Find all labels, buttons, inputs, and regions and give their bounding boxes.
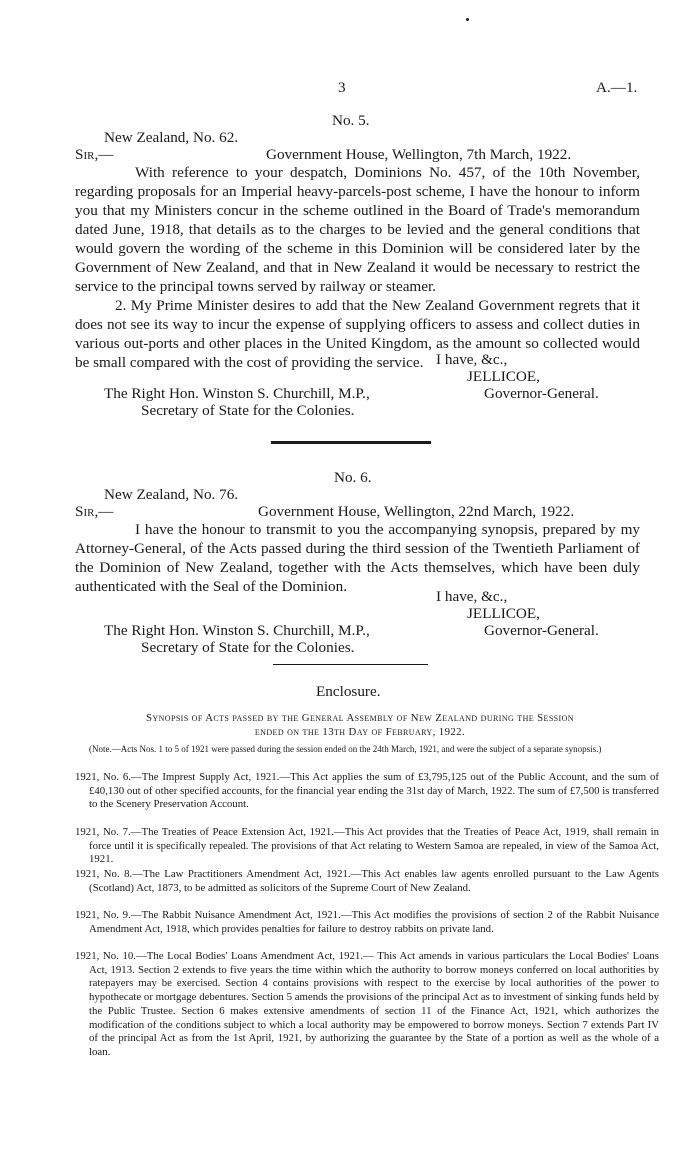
act-entry: 1921, No. 7.—The Treaties of Peace Extension Act, 1921.—This Act provides that the Treaties of Peace Act, 1919, shall remain in force until it is specifically repealed. The provisions of that Act relating to Western Samoa are repealed, in view of the Samoa Act, 1921. [75, 826, 659, 866]
section-divider [271, 441, 431, 444]
addressee-title: Secretary of State for the Colonies. [141, 639, 355, 656]
addressee: The Right Hon. Winston S. Churchill, M.P., [104, 385, 370, 402]
page-number: 3 [338, 79, 346, 96]
letter-paragraph: With reference to your despatch, Dominions No. 457, of the 10th November, regarding proposals for an Imperial heavy-parcels-post scheme, I have the honour to inform you that my Ministers concur in the scheme outlined in the Board of Trade's memorandum dated June, 1918, that details as to the charges to be levied and the general conditions that would govern the wording of the scheme in this Dominion will be considered later by the Government of New Zealand, and that in New Zealand it would be necessary to restrict the service to the principal towns served by railway or steamer. [75, 164, 640, 295]
document-reference: A.—1. [596, 79, 638, 96]
act-entry: 1921, No. 9.—The Rabbit Nuisance Amendment Act, 1921.—This Act modifies the provisions of section 2 of the Rabbit Nuisance Amendment Act, 1918, which provides penalties for failure to destroy rabbits on private land. [75, 909, 659, 935]
addressee-title: Secretary of State for the Colonies. [141, 402, 355, 419]
act-entry: 1921, No. 10.—The Local Bodies' Loans Amendment Act, 1921.— This Act amends in various particulars the Local Bodies' Loans Act, 1913. Section 2 extends to five years the time within which the authority to borrow moneys conferred on local authorities by ratepayers may be exercised. Section 4 contains provisions with respect to the exercise by local authorities of the power to hypothecate or mortgage debentures. Section 5 amends the provisions of the principal Act as to investment of sinking funds held by the Public Trustee. Section 6 makes extensive amendments of section 11 of the Finance Act, 1921, which authorizes the modification of the conditions subject to which a local authority may be empowered to borrow moneys. Section 7 extends Part IV of the principal Act as from the 1st April, 1921, by authorizing the guarantee by the State of a portion as well as the whole of a loan. [75, 950, 659, 1058]
signature: JELLICOE, [467, 368, 540, 385]
closing: I have, &c., [436, 351, 508, 368]
synopsis-heading-line: Synopsis of Acts passed by the General Assembly of New Zealand during the Session [146, 712, 574, 724]
signatory-title: Governor-General. [484, 385, 599, 402]
salutation: Sir,— [75, 146, 114, 163]
letter-number: No. 5. [332, 112, 370, 129]
act-entry: 1921, No. 8.—The Law Practitioners Amendment Act, 1921.—This Act enables law agents enrolled pursuant to the Law Agents (Scotland) Act, 1873, to be admitted as solicitors of the Supreme Court of New Zealand. [75, 868, 659, 894]
synopsis-heading [75, 711, 645, 739]
synopsis-note: (Note.—Acts Nos. 1 to 5 of 1921 were passed during the session ended on the 24th March, 1921, and were the subject of a separate synopsis.) [89, 744, 602, 754]
act-entry: 1921, No. 6.—The Imprest Supply Act, 1921.—This Act applies the sum of £3,795,125 out of the Public Account, and the sum of £40,130 out of other specified accounts, for the financial year ending the 31st day of March, 1922. The sum of £7,500 is transferred to the Scenery Preservation Account. [75, 771, 659, 811]
signatory-title: Governor-General. [484, 622, 599, 639]
synopsis-heading-line: ended on the 13th Day of February, 1922. [254, 726, 466, 738]
enclosure-title: Enclosure. [316, 683, 381, 700]
salutation: Sir,— [75, 503, 114, 520]
letter-paragraph: 2. My Prime Minister desires to add that the New Zealand Government regrets that it does not see its way to incur the expense of supplying officers to assess and collect duties in various out-ports and other places in the United Kingdom, as the amount so collected would be small compared with the cost of providing the service. [75, 297, 640, 371]
signature: JELLICOE, [467, 605, 540, 622]
letter-number: No. 6. [334, 469, 372, 486]
letter-paragraph: I have the honour to transmit to you the accompanying synopsis, prepared by my Attorney-General, of the Acts passed during the third session of the Twentieth Parliament of the Dominion of New Zealand, together with the Acts themselves, which have been duly authenticated with the Seal of the Dominion. [75, 521, 640, 595]
place-date: Government House, Wellington, 22nd March, 1922. [258, 503, 575, 520]
dispatch-number: New Zealand, No. 76. [104, 486, 239, 503]
dispatch-number: New Zealand, No. 62. [104, 129, 239, 146]
place-date: Government House, Wellington, 7th March, 1922. [266, 146, 572, 163]
speck [466, 18, 469, 21]
addressee: The Right Hon. Winston S. Churchill, M.P., [104, 622, 370, 639]
section-divider [273, 664, 428, 665]
closing: I have, &c., [436, 588, 508, 605]
